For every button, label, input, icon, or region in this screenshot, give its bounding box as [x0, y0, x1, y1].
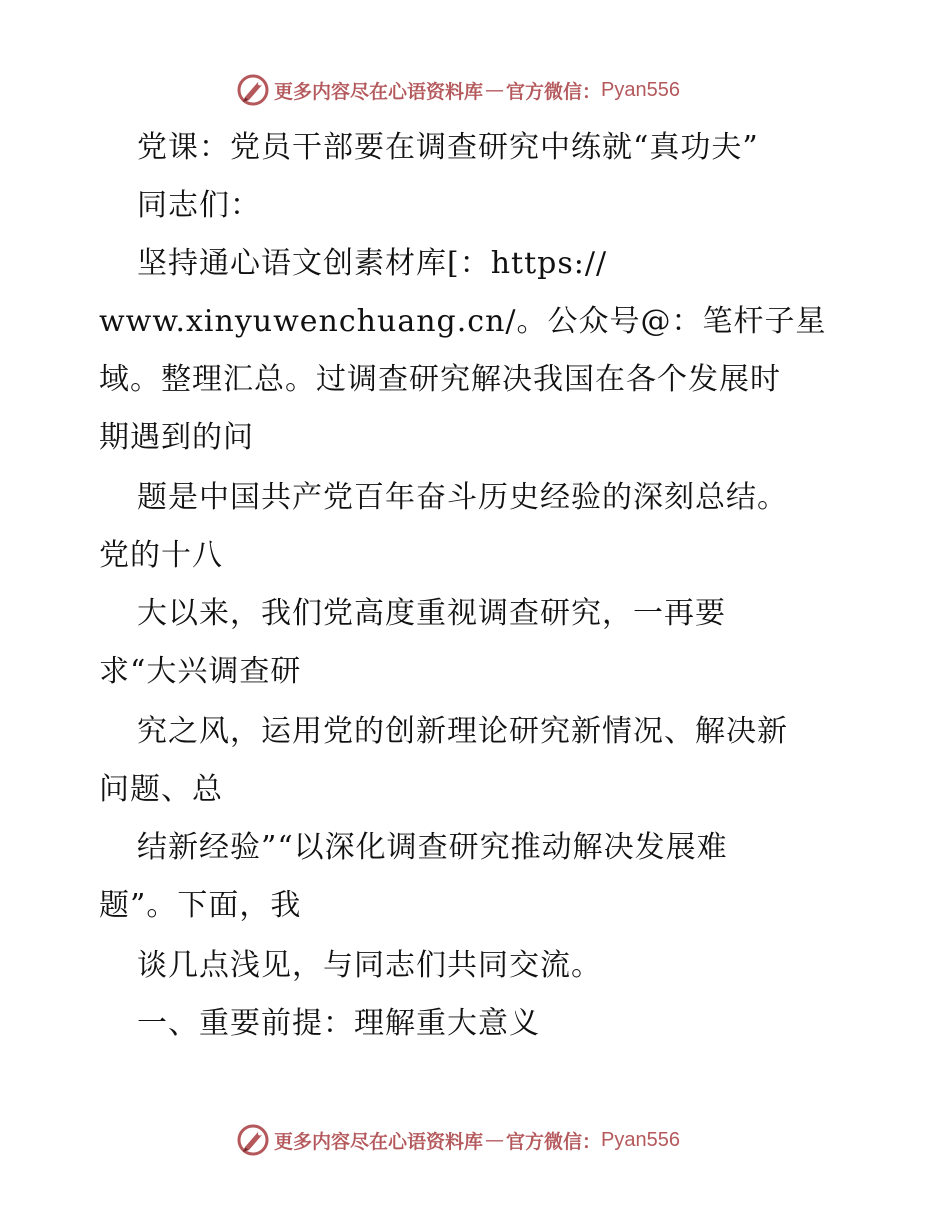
salutation: 同志们：: [137, 188, 261, 223]
paragraph-line: 题”。下面，我: [99, 888, 302, 923]
footer-watermark: [236, 1122, 680, 1158]
wechat-label: 官方微信：: [506, 80, 602, 103]
section-heading: 一、重要前提：理解重大意义: [137, 1006, 540, 1041]
pen-logo-icon: [236, 1123, 270, 1157]
paragraph-line: www.xinyuwenchuang.cn/。公众号@：笔杆子星: [99, 304, 827, 339]
paragraph-line: 谈几点浅见，与同志们共同交流。: [137, 948, 602, 983]
paragraph-line: 求“大兴调查研: [99, 654, 302, 689]
wechat-label: 官方微信：: [506, 1130, 602, 1153]
header-watermark: [236, 72, 680, 108]
paragraph-line: 党的十八: [99, 538, 223, 573]
watermark-text: 更多内容尽在心语资料库: [274, 80, 484, 103]
watermark-text: 更多内容尽在心语资料库: [274, 1130, 484, 1153]
paragraph-line: 期遇到的问: [99, 420, 254, 455]
document-title: 党课：党员干部要在调查研究中练就“真功夫”: [137, 130, 759, 165]
paragraph-line: 问题、总: [99, 772, 223, 807]
paragraph-line: 坚持通心语文创素材库[：https://: [137, 246, 608, 281]
watermark-separator: —: [485, 79, 505, 101]
paragraph-line: 究之风，运用党的创新理论研究新情况、解决新: [137, 714, 788, 749]
pen-logo-icon: [236, 73, 270, 107]
watermark-separator: —: [485, 1129, 505, 1151]
paragraph-line: 题是中国共产党百年奋斗历史经验的深刻总结。: [137, 480, 788, 515]
paragraph-line: 大以来，我们党高度重视调查研究，一再要: [137, 596, 726, 631]
paragraph-line: 结新经验”“以深化调查研究推动解决发展难: [137, 830, 728, 865]
paragraph-line: 域。整理汇总。过调查研究解决我国在各个发展时: [99, 362, 781, 397]
wechat-id: Pyan556: [601, 1128, 680, 1151]
wechat-id: Pyan556: [601, 78, 680, 101]
